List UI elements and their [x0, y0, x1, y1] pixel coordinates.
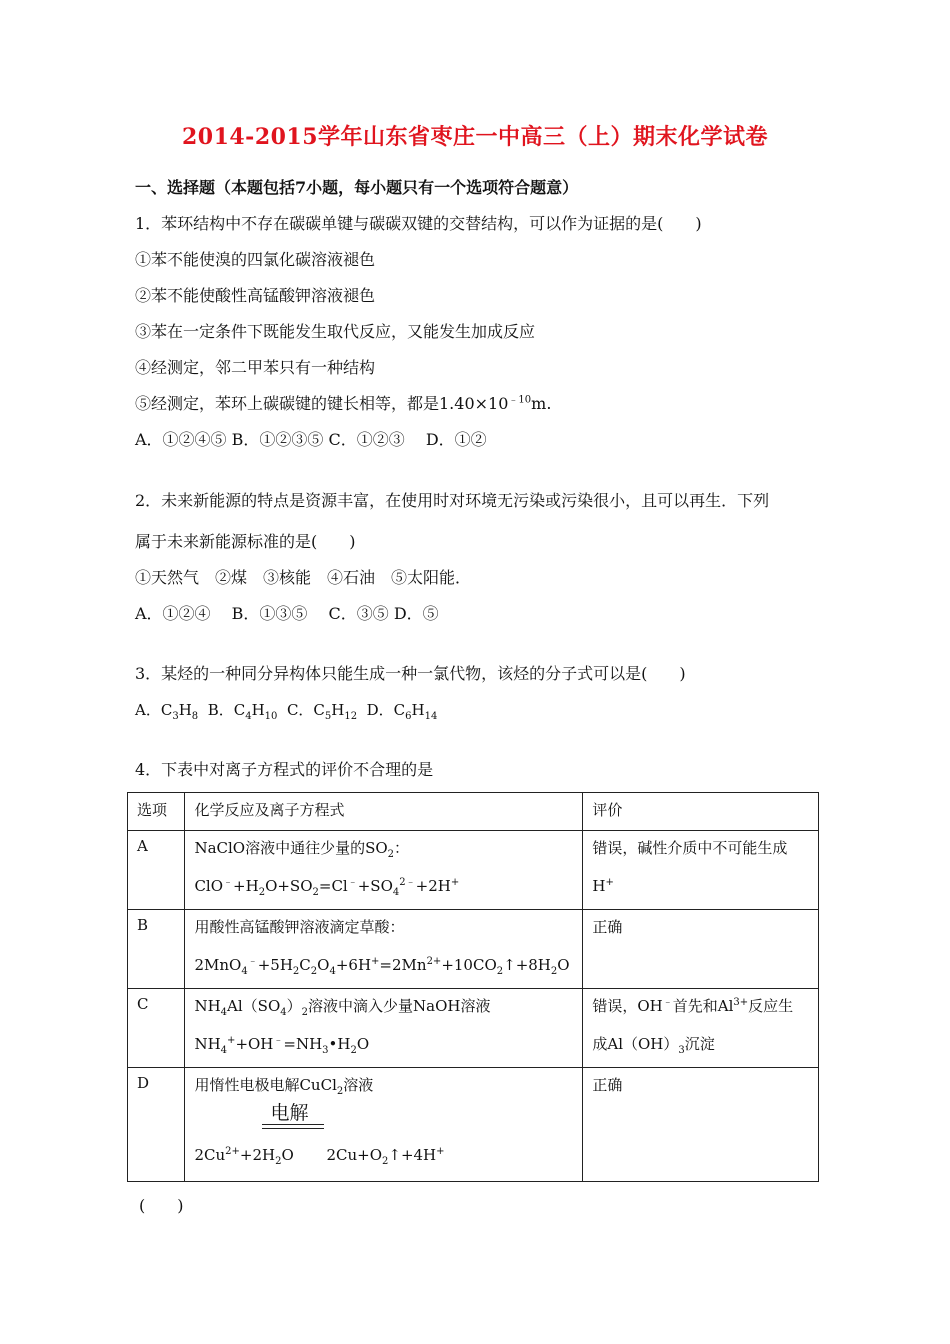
- q2-items: ①天然气 ②煤 ③核能 ④石油 ⑤太阳能．: [135, 568, 472, 587]
- row-c-evaluation: [583, 989, 819, 1068]
- eq-sub: 2: [550, 966, 558, 977]
- row-a-desc-colon: ：: [394, 839, 410, 857]
- row-d-label: D: [128, 1068, 185, 1182]
- eq-part: •H: [328, 1035, 351, 1053]
- eq-sub: 4: [241, 966, 248, 977]
- desc-part: ）: [286, 997, 302, 1015]
- q1-item-5-text: ⑤经测定，苯环上碳碳键的键长相等，都是1.40×10: [135, 394, 509, 413]
- q3-b-h: H: [251, 701, 265, 719]
- row-b-description: 用酸性高锰酸钾溶液滴定草酸：: [194, 918, 405, 936]
- electrolysis-label: 电解: [270, 1102, 309, 1124]
- eq-products: [326, 1144, 444, 1166]
- q4-answer-blank: ( ): [139, 1196, 184, 1215]
- eq-sup: 2+: [426, 956, 442, 967]
- q1-item-5: [135, 394, 551, 414]
- eq-sup: ﹣: [223, 877, 234, 888]
- row-a-desc-sub: 2: [387, 849, 395, 860]
- spacer: [592, 1017, 809, 1033]
- table-row-b: [128, 910, 819, 989]
- q3-options: [135, 700, 437, 720]
- row-a-reaction: [185, 831, 583, 910]
- desc-sub: 4: [280, 1007, 287, 1018]
- eq-part: +H: [233, 877, 259, 895]
- eq-part: O: [317, 956, 330, 974]
- eval-part: 反应生: [748, 997, 794, 1015]
- table-row-d: [128, 1068, 819, 1182]
- q3-a-sub1: 3: [172, 711, 179, 722]
- q3-d-sub1: 6: [405, 711, 412, 722]
- q1-item-5-unit: m.: [531, 394, 552, 413]
- eq-sub: 3: [322, 1045, 329, 1056]
- row-c-reaction: [185, 989, 583, 1068]
- desc-part: 用惰性电极电解CuCl: [194, 1076, 337, 1094]
- spacer: [194, 1017, 573, 1033]
- q2-stem-line1: 2．未来新能源的特点是资源丰富，在使用时对环境无污染或污染很小，且可以再生．下列: [135, 491, 770, 510]
- q3-a-h: H: [178, 701, 192, 719]
- reaction-arrow-line: [262, 1124, 324, 1125]
- q1-item-5-exponent: ﹣10: [508, 394, 532, 406]
- spacer: [592, 859, 809, 875]
- desc-sub: 2: [301, 1007, 309, 1018]
- row-c-label: C: [128, 989, 185, 1068]
- eval-part: 首先和Al: [672, 997, 734, 1015]
- eq-part: +SO: [357, 877, 393, 895]
- eq-part: +5H: [257, 956, 293, 974]
- eval-part: 成Al（OH）: [592, 1035, 679, 1053]
- q3-b-sub1: 4: [245, 711, 252, 722]
- eq-part: =NH: [283, 1035, 323, 1053]
- header-evaluation: 评价: [583, 793, 819, 831]
- row-c-eval-line1: [592, 995, 809, 1017]
- q1-item-1: ①苯不能使溴的四氯化碳溶液褪色: [135, 250, 376, 269]
- eq-sup: 2+: [225, 1146, 240, 1157]
- q2-stem-line2: 属于未来新能源标准的是( ): [135, 532, 356, 551]
- q3-opt-b: B．C: [198, 701, 246, 719]
- eval-part: 错误，OH: [592, 997, 663, 1015]
- row-a-description: [194, 837, 573, 859]
- table-row-a: [128, 831, 819, 910]
- eq-part: O: [356, 1035, 370, 1053]
- eq-part: ↑+8H: [503, 956, 551, 974]
- q1-item-2: ②苯不能使酸性高锰酸钾溶液褪色: [135, 286, 376, 305]
- eq-sub: 2: [350, 1045, 357, 1056]
- section-heading: 一、选择题（本题包括7小题，每小题只有一个选项符合题意）: [135, 178, 579, 197]
- q3-opt-c: C．C: [277, 701, 325, 719]
- eq-sup: +: [436, 1146, 445, 1157]
- eq-sub: 2: [292, 966, 300, 977]
- eq-sub: 4: [329, 966, 336, 977]
- eq-sup: ﹣: [347, 877, 358, 888]
- table-header-row: [128, 793, 819, 831]
- eq-part: +2H: [239, 1146, 276, 1164]
- header-reaction: 化学反应及离子方程式: [185, 793, 583, 831]
- eq-part: NH: [194, 1035, 221, 1053]
- q3-b-sub2: 10: [264, 711, 278, 722]
- eq-sub: 4: [220, 1045, 228, 1056]
- electrolysis-condition: [194, 1096, 573, 1144]
- reaction-arrow-line: [262, 1128, 324, 1129]
- eq-part: =Cl: [318, 877, 348, 895]
- q4-table: [127, 792, 819, 1182]
- eq-sup: +: [450, 877, 460, 888]
- eq-part: ↑+4H: [388, 1146, 437, 1164]
- eq-sub: 2: [496, 966, 504, 977]
- q3-c-sub2: 12: [344, 711, 358, 722]
- q1-stem: 1．苯环结构中不存在碳碳单键与碳碳双键的交替结构，可以作为证据的是( ): [135, 214, 702, 233]
- row-a-evaluation: [583, 831, 819, 910]
- q4-stem: 4．下表中对离子方程式的评价不合理的是: [135, 760, 434, 779]
- row-a-desc-text: NaClO溶液中通往少量的SO: [194, 839, 388, 857]
- eq-part: +OH: [235, 1035, 274, 1053]
- row-c-eval-line2: [592, 1033, 809, 1055]
- eval-sub: 3: [678, 1045, 685, 1056]
- eq-part: C: [299, 956, 311, 974]
- spacer: [194, 938, 573, 954]
- row-b-equation: [194, 954, 573, 976]
- row-b-evaluation: 正确: [583, 910, 819, 989]
- row-d-equation: [194, 1144, 573, 1166]
- desc-part: 溶液中滴入少量NaOH溶液: [308, 997, 491, 1015]
- eq-sup: ﹣: [273, 1035, 284, 1046]
- q3-stem: 3．某烃的一种同分异构体只能生成一种一氯代物，该烃的分子式可以是( ): [135, 664, 686, 683]
- desc-part: NH: [194, 997, 221, 1015]
- q1-options: A．①②④⑤ B．①②③⑤ C．①②③ D．①②: [135, 430, 487, 449]
- eq-part: ClO: [194, 877, 224, 895]
- row-b-label: B: [128, 910, 185, 989]
- eq-sub: 2: [310, 966, 318, 977]
- eval-text: H: [592, 877, 606, 895]
- row-a-label: A: [128, 831, 185, 910]
- eval-part: 沉淀: [684, 1035, 715, 1053]
- eq-sup: 2﹣: [399, 877, 416, 888]
- eq-sub: 2: [382, 1156, 389, 1167]
- eq-reactants: [194, 1144, 293, 1166]
- eq-part: 2Cu: [194, 1146, 226, 1164]
- eq-sub: 2: [275, 1156, 282, 1167]
- eq-sup: +: [371, 956, 380, 967]
- eval-sup: 3+: [733, 997, 749, 1008]
- eq-part: 2Cu+O: [326, 1146, 382, 1164]
- row-d-description: [194, 1074, 573, 1096]
- eq-part: O+SO: [265, 877, 313, 895]
- eq-sub: 2: [258, 887, 266, 898]
- eq-part: =2Mn: [379, 956, 427, 974]
- row-c-equation: [194, 1033, 573, 1055]
- eq-part: +2H: [415, 877, 451, 895]
- eq-sub: 4: [392, 887, 400, 898]
- eq-sub: 2: [312, 887, 319, 898]
- row-d-evaluation: 正确: [583, 1068, 819, 1182]
- desc-part: 溶液: [343, 1076, 374, 1094]
- eval-sup: +: [605, 877, 614, 888]
- desc-part: Al（SO: [227, 997, 281, 1015]
- q3-opt-d: D．C: [357, 701, 406, 719]
- q2-options: A．①②④ B．①③⑤ C．③⑤ D．⑤: [135, 604, 439, 623]
- row-b-reaction: [185, 910, 583, 989]
- header-option: 选项: [128, 793, 185, 831]
- q3-a-sub2: 8: [191, 711, 199, 722]
- row-a-eval-line2: [592, 875, 809, 897]
- row-d-reaction: [185, 1068, 583, 1182]
- table-row-c: [128, 989, 819, 1068]
- eq-part: +10CO: [441, 956, 497, 974]
- desc-sub: 4: [220, 1007, 228, 1018]
- eq-sup: ﹣: [247, 956, 258, 967]
- exam-title: 2014-2015学年山东省枣庄一中高三（上）期末化学试卷: [181, 124, 769, 150]
- q1-item-4: ④经测定，邻二甲苯只有一种结构: [135, 358, 376, 377]
- eq-part: +6H: [335, 956, 372, 974]
- q3-d-sub2: 14: [424, 711, 438, 722]
- q3-opt-a: A．C: [135, 701, 173, 719]
- row-c-description: [194, 995, 573, 1017]
- q1-item-3: ③苯在一定条件下既能发生取代反应，又能发生加成反应: [135, 322, 536, 341]
- eq-sup: +: [227, 1035, 236, 1046]
- eq-part: 2MnO: [194, 956, 242, 974]
- desc-sub: 2: [336, 1086, 344, 1097]
- eq-part: O: [281, 1146, 294, 1164]
- eval-sup: ﹣: [662, 997, 673, 1008]
- eq-part: O: [557, 956, 570, 974]
- q3-d-h: H: [411, 701, 425, 719]
- q3-c-h: H: [331, 701, 345, 719]
- q3-c-sub1: 5: [324, 711, 332, 722]
- row-a-eval-line1: 错误，碱性介质中不可能生成: [592, 839, 788, 857]
- row-a-equation: [194, 875, 573, 897]
- spacer: [194, 859, 573, 875]
